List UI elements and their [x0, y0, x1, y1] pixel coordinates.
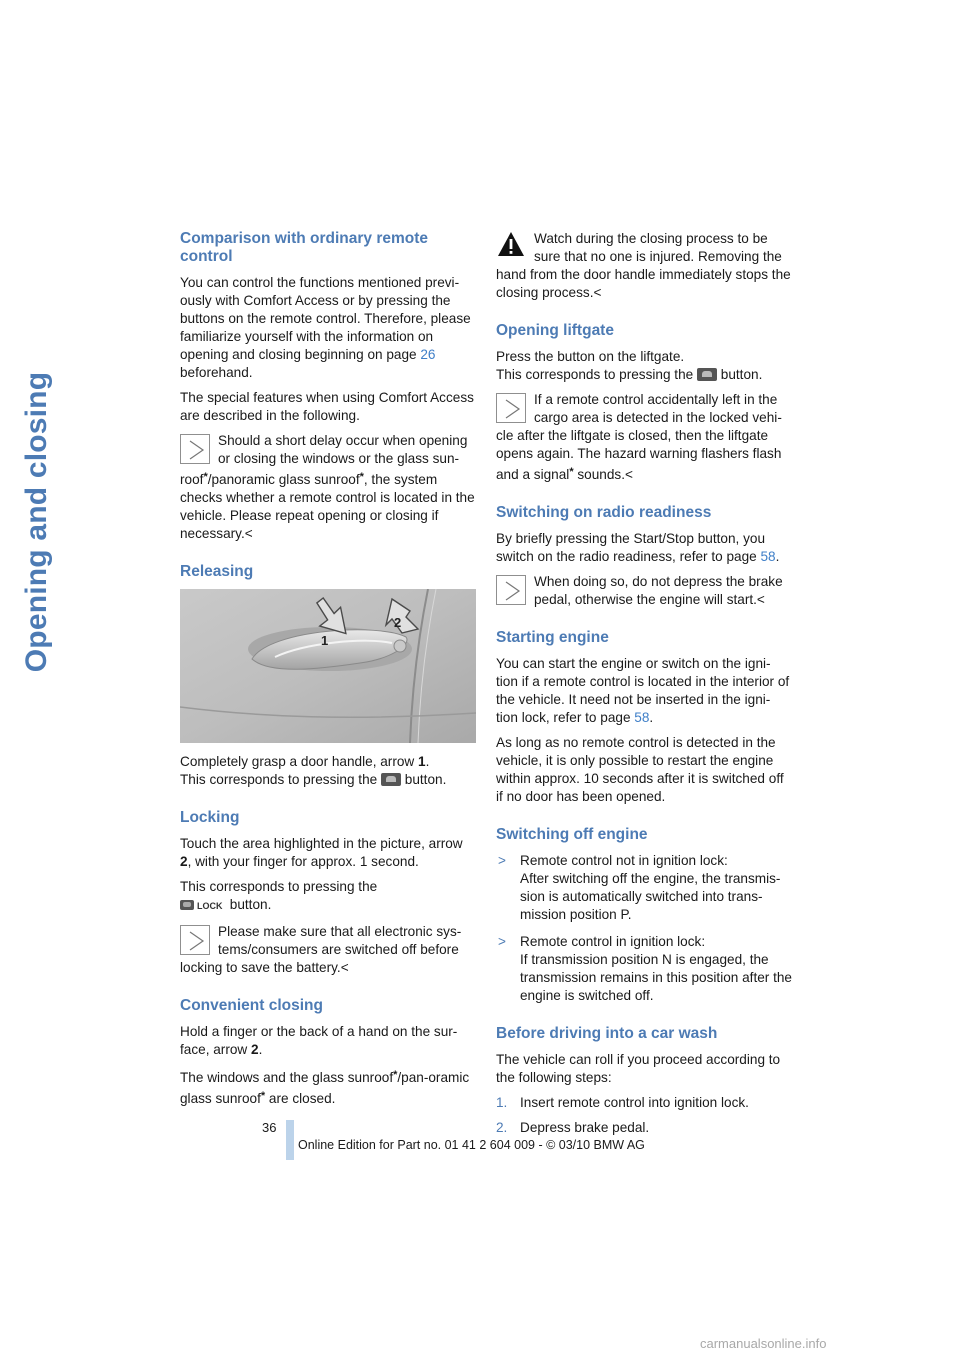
- note-arrow-icon: [496, 575, 526, 605]
- left-column: [180, 230, 476, 1115]
- footer-accent-bar: [286, 1120, 294, 1160]
- note-brake: When doing so, do not depress the brake pedal, otherwise the engine will start.<: [496, 573, 792, 609]
- convenient-paragraph-1: Hold a finger or the back of a hand on the sur-face, arrow 2.: [180, 1024, 458, 1057]
- figure-label-2: 2: [394, 615, 402, 630]
- section-opening-liftgate: [496, 322, 792, 484]
- radio-paragraph: By briefly pressing the Start/Stop button, you switch on the radio readiness, refer to page 58.: [496, 531, 780, 564]
- warning-triangle-icon: [496, 230, 526, 260]
- heading-comparison: Comparison with ordinary remote control: [180, 230, 429, 265]
- page-link-58[interactable]: 58: [760, 549, 776, 564]
- figure-label-1: 1: [321, 633, 329, 648]
- heading-car-wash: Before driving into a car wash: [496, 1025, 718, 1042]
- heading-releasing: Releasing: [180, 563, 254, 580]
- section-switching-off-engine: [496, 826, 792, 1005]
- liftgate-paragraph: Press the button on the liftgate. This corresponds to pressing the button.: [496, 349, 763, 382]
- page-link-26[interactable]: 26: [420, 347, 436, 362]
- liftgate-button-icon: [697, 368, 717, 381]
- switching-off-list: [496, 852, 792, 1005]
- section-starting-engine: [496, 629, 792, 806]
- door-handle-illustration: [180, 589, 476, 743]
- footer-edition: Online Edition for Part no. 01 41 2 604 009 - © 03/10 BMW AG: [298, 1138, 645, 1152]
- unlock-car-icon: [381, 773, 401, 786]
- locking-paragraph-1: Touch the area highlighted in the picture, arrow 2, with your finger for approx. 1 second.: [180, 836, 463, 869]
- heading-opening-liftgate: Opening liftgate: [496, 322, 614, 339]
- note-arrow-icon: [496, 393, 526, 423]
- note-warning: Watch during the closing process to be sure that no one is injured. Removing the hand from the door handle immediately stops the closing process.<: [496, 231, 791, 300]
- convenient-paragraph-2: The windows and the glass sunroof*/pan-oramic glass sunroof* are closed.: [180, 1069, 470, 1106]
- svg-text:LOCK: LOCK: [197, 901, 223, 911]
- starting-paragraph-2: As long as no remote control is detected in the vehicle, it is only possible to restart the engine within approx. 10 seconds after it is switched off if no door has been opened.: [496, 735, 784, 804]
- carwash-steps: [496, 1094, 792, 1137]
- list-item: > Remote control not in ignition lock: After switching off the engine, the transmis-sion is automatically switched into trans-mission position P.: [498, 853, 781, 922]
- lock-button-icon: [180, 898, 226, 916]
- list-item: 2. Depress brake pedal.: [496, 1120, 650, 1135]
- note-delay: Should a short delay occur when opening or closing the windows or the glass sun-roof*/panoramic glass sunroof*, the system checks whether a remote control is located in the vehicle. Please repeat opening or closing if necessary.<: [180, 433, 475, 541]
- starting-paragraph-1: You can start the engine or switch on the igni-tion if a remote control is located in the interior of the vehicle. It need not be inserted in the igni-tion lock, refer to page 58.: [496, 656, 790, 725]
- carwash-paragraph: The vehicle can roll if you proceed according to the following steps:: [496, 1052, 781, 1085]
- section-car-wash: [496, 1025, 792, 1137]
- heading-convenient-closing: Convenient closing: [180, 997, 323, 1014]
- section-releasing: [180, 563, 476, 789]
- section-locking: [180, 809, 476, 977]
- releasing-paragraph: Completely grasp a door handle, arrow 1. This corresponds to pressing the button.: [180, 754, 447, 787]
- list-item: > Remote control in ignition lock: If transmission position N is engaged, the transmission remains in this position after the engine is switched off.: [498, 934, 792, 1003]
- note-liftgate: If a remote control accidentally left in the cargo area is detected in the locked vehi-cle after the liftgate is closed, then the liftgate opens again. The hazard warning flashers flash and a signal* sounds.<: [496, 392, 782, 482]
- page-number: 36: [262, 1120, 277, 1135]
- page-link-58[interactable]: 58: [634, 710, 650, 725]
- heading-starting-engine: Starting engine: [496, 629, 609, 646]
- locking-paragraph-2: This corresponds to pressing the LOCK button.: [180, 878, 476, 916]
- section-convenient-closing: [180, 997, 476, 1108]
- list-item: 1. Insert remote control into ignition lock.: [496, 1095, 749, 1110]
- right-column: [496, 230, 792, 1144]
- heading-radio-readiness: Switching on radio readiness: [496, 504, 712, 521]
- comparison-paragraph-2: The special features when using Comfort Access are described in the following.: [180, 390, 474, 423]
- note-arrow-icon: [180, 434, 210, 464]
- heading-locking: Locking: [180, 809, 240, 826]
- note-arrow-icon: [180, 925, 210, 955]
- heading-switching-off-engine: Switching off engine: [496, 826, 648, 843]
- site-watermark: carmanualsonline.info: [700, 1336, 827, 1351]
- comparison-paragraph-1: You can control the functions mentioned previ-ously with Comfort Access or by pressing the buttons on the remote control. Therefore, please familiarize yourself with the information on opening and closing beginning on page 26 beforehand.: [180, 275, 471, 380]
- section-radio-readiness: [496, 504, 792, 609]
- chapter-side-title: Opening and closing: [20, 371, 54, 673]
- note-battery: Please make sure that all electronic sys-tems/consumers are switched off before locking to save the battery.<: [180, 924, 462, 975]
